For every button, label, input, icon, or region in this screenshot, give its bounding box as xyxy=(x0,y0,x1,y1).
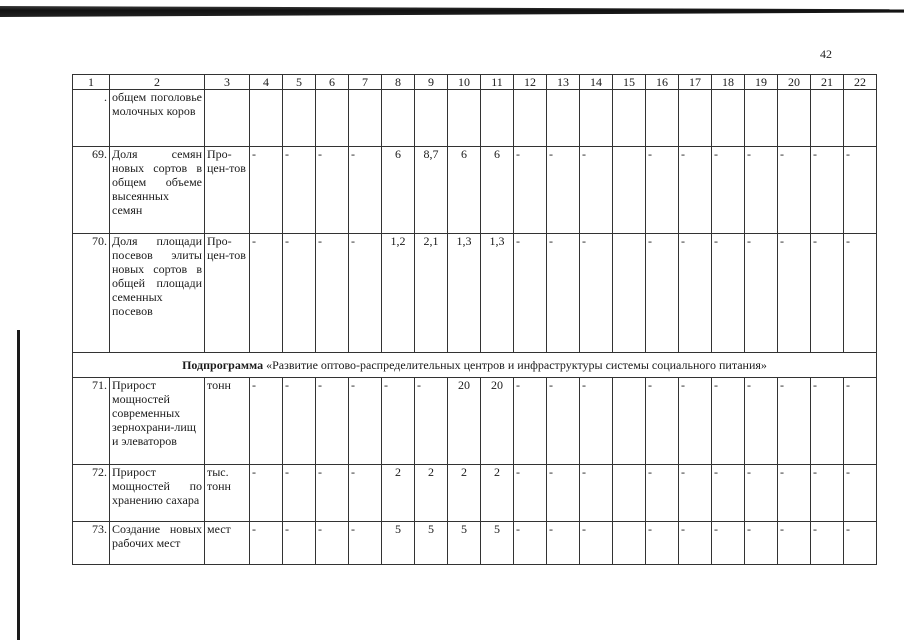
value-cell: - xyxy=(646,147,679,234)
value-cell: - xyxy=(580,147,613,234)
value-cell: - xyxy=(415,378,448,465)
value-cell: - xyxy=(778,378,811,465)
value-cell: - xyxy=(250,522,283,565)
row-number: 73. xyxy=(73,522,110,565)
value-cell: - xyxy=(844,234,877,353)
subprogram-row xyxy=(73,353,877,378)
value-cell: - xyxy=(250,147,283,234)
value-cell xyxy=(778,90,811,147)
value-cell: - xyxy=(679,234,712,353)
value-cell xyxy=(514,90,547,147)
value-cell: 6 xyxy=(481,147,514,234)
column-number: 2 xyxy=(110,75,205,90)
value-cell xyxy=(646,90,679,147)
page-number: 42 xyxy=(820,47,832,61)
column-number: 19 xyxy=(745,75,778,90)
value-cell: 2 xyxy=(415,465,448,522)
value-cell: - xyxy=(679,147,712,234)
value-cell xyxy=(580,90,613,147)
column-number: 4 xyxy=(250,75,283,90)
value-cell: - xyxy=(283,234,316,353)
value-cell: - xyxy=(580,522,613,565)
table-row xyxy=(73,378,877,465)
indicators-table xyxy=(72,74,877,565)
value-cell: - xyxy=(646,378,679,465)
value-cell: - xyxy=(514,522,547,565)
subprogram-label: Подпрограмма xyxy=(182,358,264,372)
value-cell: 1,2 xyxy=(382,234,415,353)
value-cell: - xyxy=(811,378,844,465)
value-cell: - xyxy=(283,522,316,565)
value-cell: - xyxy=(646,234,679,353)
column-number: 20 xyxy=(778,75,811,90)
value-cell: - xyxy=(844,522,877,565)
value-cell: - xyxy=(580,465,613,522)
value-cell: 6 xyxy=(382,147,415,234)
column-number: 12 xyxy=(514,75,547,90)
value-cell: - xyxy=(844,465,877,522)
value-cell: 20 xyxy=(481,378,514,465)
value-cell xyxy=(679,90,712,147)
value-cell: 5 xyxy=(415,522,448,565)
column-number: 9 xyxy=(415,75,448,90)
value-cell: - xyxy=(349,147,382,234)
unit-cell: тыс. тонн xyxy=(205,465,250,522)
value-cell: - xyxy=(580,378,613,465)
value-cell: 2,1 xyxy=(415,234,448,353)
value-cell: - xyxy=(283,465,316,522)
value-cell: - xyxy=(514,378,547,465)
value-cell: - xyxy=(316,522,349,565)
column-number: 7 xyxy=(349,75,382,90)
value-cell: - xyxy=(316,234,349,353)
value-cell: - xyxy=(811,522,844,565)
value-cell: - xyxy=(646,522,679,565)
value-cell: 6 xyxy=(448,147,481,234)
value-cell: - xyxy=(745,234,778,353)
value-cell: - xyxy=(844,147,877,234)
row-number: . xyxy=(73,90,110,147)
value-cell: - xyxy=(349,465,382,522)
value-cell xyxy=(613,234,646,353)
value-cell: - xyxy=(712,147,745,234)
value-cell: - xyxy=(811,147,844,234)
value-cell: 1,3 xyxy=(448,234,481,353)
row-number: 70. xyxy=(73,234,110,353)
value-cell: - xyxy=(316,465,349,522)
value-cell xyxy=(745,90,778,147)
column-number: 21 xyxy=(811,75,844,90)
unit-cell: тонн xyxy=(205,378,250,465)
column-number: 18 xyxy=(712,75,745,90)
scan-edge-top xyxy=(0,6,904,17)
scan-edge-left xyxy=(17,330,20,640)
value-cell: - xyxy=(712,465,745,522)
value-cell: - xyxy=(712,522,745,565)
value-cell: - xyxy=(514,234,547,353)
value-cell: - xyxy=(745,465,778,522)
column-number: 15 xyxy=(613,75,646,90)
value-cell: - xyxy=(811,234,844,353)
value-cell: - xyxy=(514,465,547,522)
value-cell xyxy=(415,90,448,147)
value-cell: 2 xyxy=(481,465,514,522)
value-cell: - xyxy=(283,147,316,234)
indicator-name: Прирост мощностей по хранению сахара xyxy=(110,465,205,522)
value-cell xyxy=(613,465,646,522)
indicator-name: Доля семян новых сортов в общем объеме высеянных семян xyxy=(110,147,205,234)
value-cell: - xyxy=(547,378,580,465)
value-cell xyxy=(547,90,580,147)
value-cell: 8,7 xyxy=(415,147,448,234)
value-cell: - xyxy=(283,378,316,465)
value-cell xyxy=(613,378,646,465)
indicator-name: общем поголовье молочных коров xyxy=(110,90,205,147)
value-cell: - xyxy=(547,465,580,522)
value-cell: 5 xyxy=(448,522,481,565)
row-number: 72. xyxy=(73,465,110,522)
column-number: 10 xyxy=(448,75,481,90)
value-cell: - xyxy=(778,465,811,522)
value-cell: 5 xyxy=(382,522,415,565)
value-cell: - xyxy=(580,234,613,353)
value-cell xyxy=(448,90,481,147)
value-cell: - xyxy=(679,522,712,565)
value-cell: - xyxy=(712,378,745,465)
value-cell xyxy=(349,90,382,147)
value-cell: - xyxy=(547,522,580,565)
unit-cell: Про-цен-тов xyxy=(205,234,250,353)
value-cell xyxy=(613,522,646,565)
unit-cell: Про-цен-тов xyxy=(205,147,250,234)
table-row xyxy=(73,522,877,565)
column-number: 1 xyxy=(73,75,110,90)
value-cell: 20 xyxy=(448,378,481,465)
value-cell xyxy=(382,90,415,147)
column-number: 17 xyxy=(679,75,712,90)
value-cell: - xyxy=(778,234,811,353)
value-cell xyxy=(811,90,844,147)
value-cell: - xyxy=(316,378,349,465)
value-cell xyxy=(250,90,283,147)
indicator-name: Прирост мощностей современных зернохрани-лищ и элеваторов xyxy=(110,378,205,465)
value-cell: - xyxy=(514,147,547,234)
column-number: 16 xyxy=(646,75,679,90)
value-cell: - xyxy=(547,147,580,234)
table-row xyxy=(73,465,877,522)
value-cell: - xyxy=(250,465,283,522)
value-cell: - xyxy=(250,378,283,465)
subprogram-title: «Развитие оптово-распределительных центров и инфраструктуры системы социального питания» xyxy=(263,358,767,372)
value-cell: - xyxy=(349,234,382,353)
column-number: 8 xyxy=(382,75,415,90)
value-cell xyxy=(205,90,250,147)
value-cell: - xyxy=(745,147,778,234)
table-row xyxy=(73,234,877,353)
value-cell xyxy=(283,90,316,147)
value-cell: - xyxy=(745,522,778,565)
value-cell: - xyxy=(844,378,877,465)
value-cell: - xyxy=(778,147,811,234)
value-cell: - xyxy=(646,465,679,522)
column-number-row xyxy=(73,75,877,90)
value-cell: 2 xyxy=(448,465,481,522)
value-cell: - xyxy=(316,147,349,234)
value-cell: - xyxy=(349,522,382,565)
value-cell xyxy=(712,90,745,147)
value-cell xyxy=(613,90,646,147)
row-number: 71. xyxy=(73,378,110,465)
value-cell: - xyxy=(778,522,811,565)
column-number: 3 xyxy=(205,75,250,90)
value-cell: - xyxy=(250,234,283,353)
value-cell: - xyxy=(547,234,580,353)
value-cell xyxy=(481,90,514,147)
column-number: 14 xyxy=(580,75,613,90)
column-number: 11 xyxy=(481,75,514,90)
column-number: 6 xyxy=(316,75,349,90)
value-cell xyxy=(613,147,646,234)
table-row xyxy=(73,147,877,234)
value-cell: 2 xyxy=(382,465,415,522)
indicator-name: Создание новых рабочих мест xyxy=(110,522,205,565)
column-number: 22 xyxy=(844,75,877,90)
table-row xyxy=(73,90,877,147)
value-cell: - xyxy=(712,234,745,353)
value-cell xyxy=(844,90,877,147)
value-cell xyxy=(316,90,349,147)
unit-cell: мест xyxy=(205,522,250,565)
subprogram-heading xyxy=(73,353,877,378)
value-cell: - xyxy=(679,465,712,522)
column-number: 5 xyxy=(283,75,316,90)
value-cell: 1,3 xyxy=(481,234,514,353)
indicator-name: Доля площади посевов элиты новых сортов в общей площади семенных посевов xyxy=(110,234,205,353)
value-cell: - xyxy=(811,465,844,522)
row-number: 69. xyxy=(73,147,110,234)
value-cell: - xyxy=(382,378,415,465)
value-cell: 5 xyxy=(481,522,514,565)
value-cell: - xyxy=(745,378,778,465)
column-number: 13 xyxy=(547,75,580,90)
value-cell: - xyxy=(679,378,712,465)
value-cell: - xyxy=(349,378,382,465)
